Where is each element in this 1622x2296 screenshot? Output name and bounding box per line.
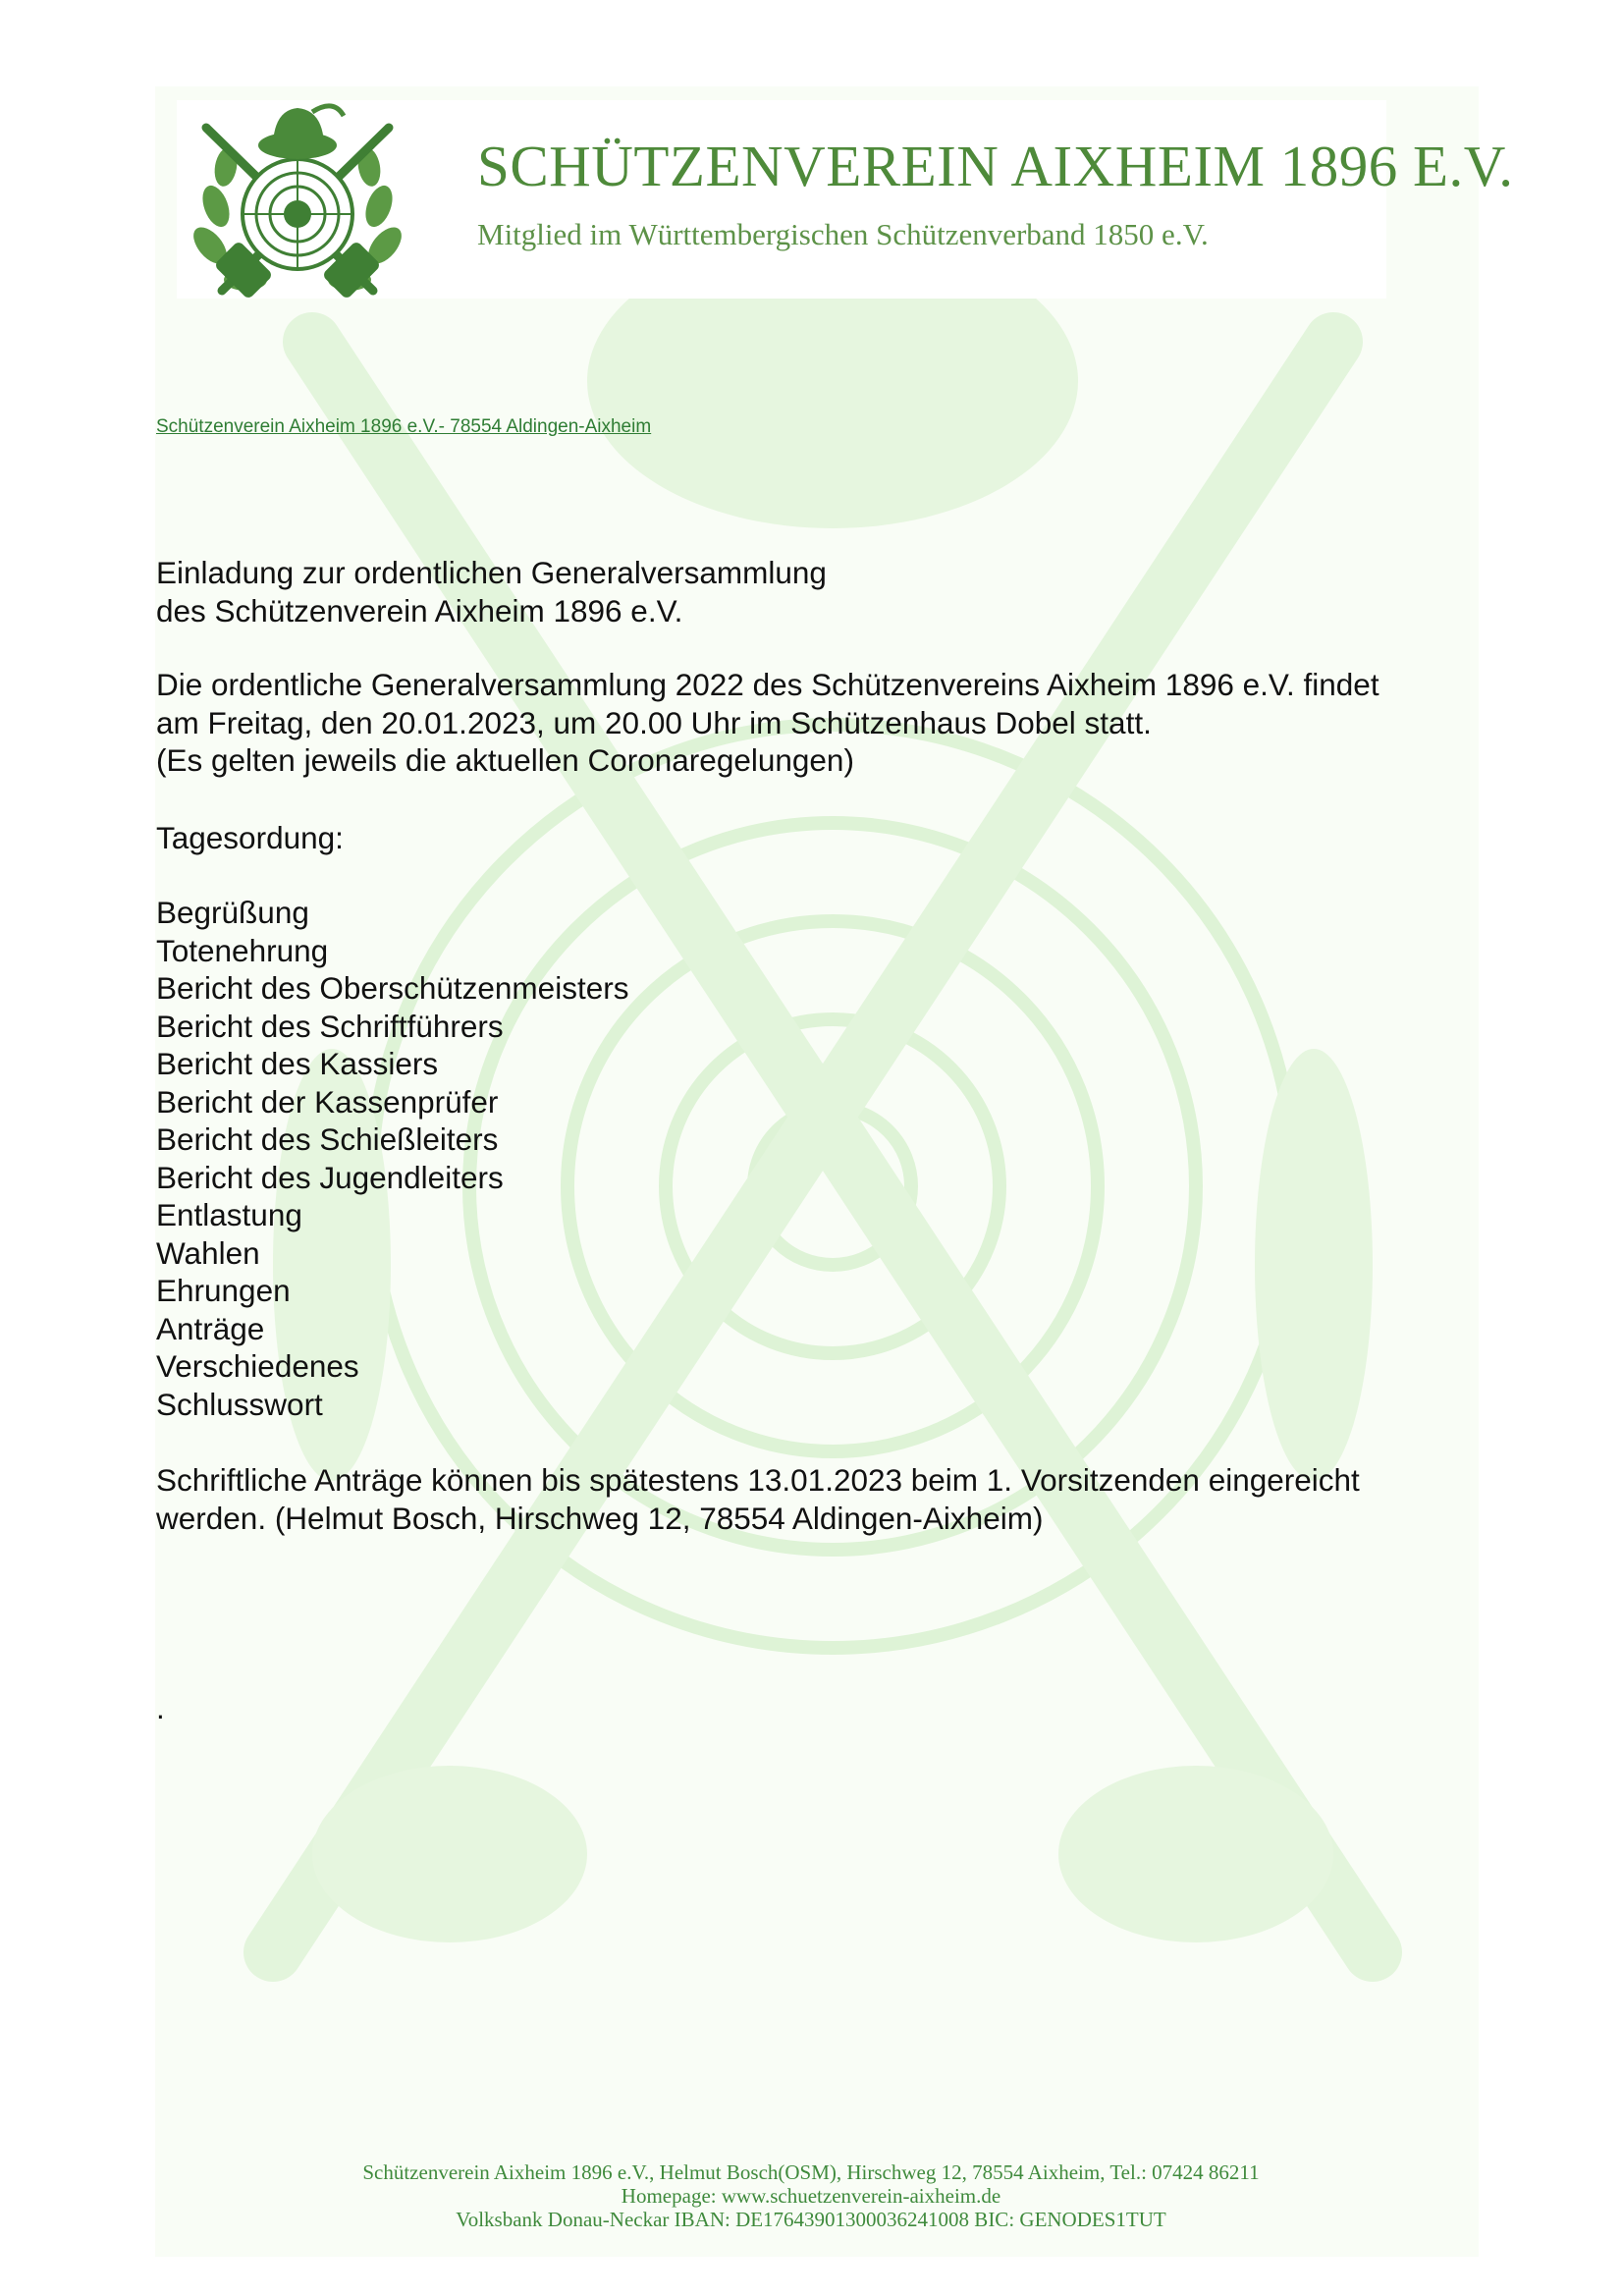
agenda-item: Bericht des Kassiers [156,1046,439,1081]
letter-footer [0,2160,1622,2231]
agenda-item: Schlusswort [156,1386,323,1422]
agenda-item: Anträge [156,1310,265,1346]
closing-paragraph [156,1461,1360,1537]
club-logo-icon [187,98,408,302]
footer-bank: Volksbank Donau-Neckar IBAN: DE17643901300036241008 BIC: GENODES1TUT [456,2208,1166,2231]
agenda-label: Tagesordung: [156,820,344,855]
agenda-item: Totenehrung [156,932,329,968]
trailing-mark: . [156,1690,165,1725]
agenda-item: Entlastung [156,1197,302,1232]
agenda-item: Begrüßung [156,895,309,930]
closing-line: werden. (Helmut Bosch, Hirschweg 12, 78554 Aldingen-Aixheim) [156,1500,1044,1536]
footer-homepage: Homepage: www.schuetzenverein-aixheim.de [621,2184,1001,2208]
agenda-list [156,894,628,1423]
agenda-item: Bericht des Schriftführers [156,1008,504,1044]
invitation-intro [156,666,1379,780]
intro-line: Die ordentliche Generalversammlung 2022 des Schützenvereins Aixheim 1896 e.V. findet [156,667,1379,702]
agenda-item: Bericht des Schießleiters [156,1121,499,1157]
invitation-title [156,554,827,629]
club-membership: Mitglied im Württembergischen Schützenverband 1850 e.V. [477,217,1209,251]
footer-address: Schützenverein Aixheim 1896 e.V., Helmut Bosch(OSM), Hirschweg 12, 78554 Aixheim, Tel.: 07424 86211 [362,2160,1260,2184]
agenda-item: Verschiedenes [156,1348,359,1384]
agenda-item: Bericht des Oberschützenmeisters [156,970,629,1006]
agenda-item: Bericht des Jugendleiters [156,1159,504,1195]
agenda-item: Ehrungen [156,1273,291,1308]
intro-line: (Es gelten jeweils die aktuellen Coronaregelungen) [156,742,854,778]
agenda-item: Bericht der Kassenprüfer [156,1083,499,1120]
club-name: SCHÜTZENVEREIN AIXHEIM 1896 E.V. [477,134,1514,198]
title-line: des Schützenverein Aixheim 1896 e.V. [156,592,683,629]
sender-address-line: Schützenverein Aixheim 1896 e.V.- 78554 Aldingen-Aixheim [156,416,652,437]
intro-line: am Freitag, den 20.01.2023, um 20.00 Uhr im Schützenhaus Dobel statt. [156,704,1152,740]
agenda-item: Wahlen [156,1234,260,1271]
title-line: Einladung zur ordentlichen Generalversammlung [156,555,827,590]
closing-line: Schriftliche Anträge können bis spätestens 13.01.2023 beim 1. Vorsitzenden eingereicht [156,1462,1360,1498]
